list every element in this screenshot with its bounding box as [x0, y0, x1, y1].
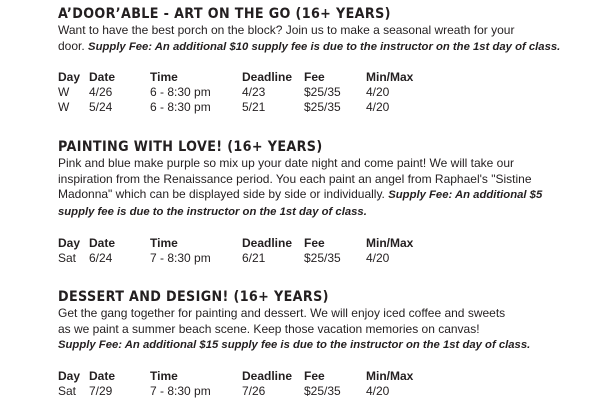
cell-deadline: 4/23	[242, 85, 266, 99]
cell-fee: $25/35	[304, 100, 341, 114]
supply-fee-note: Supply Fee: An additional $15 supply fee is due to the instructor on the 1st day of class.	[58, 339, 531, 351]
col-fee-header: Fee	[304, 236, 325, 250]
course-description-text: Madonna" which can be displayed side by side or individually.	[58, 187, 389, 201]
cell-day: Sat	[58, 251, 77, 265]
cell-fee: $25/35	[304, 383, 341, 398]
cell-time: 6 - 8:30 pm	[150, 100, 211, 114]
course-description-line	[58, 39, 598, 56]
course-description-line: as we paint a summer beach scene. Keep those vacation memories on canvas!	[58, 321, 480, 336]
schedule-row	[58, 85, 426, 100]
cell-minmax: 4/20	[366, 85, 390, 99]
col-minmax-header: Min/Max	[366, 236, 414, 250]
course-description-line	[58, 187, 598, 204]
cell-date: 7/29	[89, 383, 113, 398]
col-date-header: Date	[89, 70, 116, 84]
cell-day: W	[58, 100, 70, 114]
schedule-table	[58, 369, 426, 399]
cell-minmax: 4/20	[366, 251, 390, 265]
cell-day: Sat	[58, 383, 77, 398]
schedule-row	[58, 251, 426, 266]
col-time-header: Time	[150, 70, 178, 84]
supply-fee-note: Supply Fee: An additional $5	[388, 189, 543, 201]
course-title: DESSERT AND DESIGN! (16+ YEARS)	[58, 289, 329, 305]
cell-date: 4/26	[89, 85, 113, 99]
cell-deadline: 6/21	[242, 251, 266, 265]
course-title: PAINTING WITH LOVE! (16+ YEARS)	[58, 139, 323, 155]
schedule-row	[58, 100, 426, 115]
course-adoorable	[58, 6, 598, 115]
course-description-line: Pink and blue make purple so mix up your date night and come paint! We will take our	[58, 156, 515, 170]
col-deadline-header: Deadline	[242, 368, 293, 383]
course-description-line: inspiration from the Renaissance period. You each paint an angel from Raphael's "Sistine	[58, 171, 532, 186]
col-deadline-header: Deadline	[242, 70, 293, 84]
col-day-header: Day	[58, 236, 81, 250]
course-description-line	[58, 204, 598, 221]
course-description-line: Want to have the best porch on the block? Join us to make a seasonal wreath for your	[58, 23, 515, 37]
supply-fee-note: supply fee is due to the instructor on the 1st day of class.	[58, 205, 367, 218]
course-dessert-and-design	[58, 289, 598, 399]
cell-minmax: 4/20	[366, 383, 390, 398]
cell-time: 7 - 8:30 pm	[150, 251, 211, 265]
cell-time: 6 - 8:30 pm	[150, 85, 211, 99]
cell-date: 6/24	[89, 251, 113, 265]
course-description-line: Get the gang together for painting and dessert. We will enjoy iced coffee and sweets	[58, 306, 506, 320]
cell-day: W	[58, 85, 70, 99]
col-fee-header: Fee	[304, 70, 325, 84]
schedule-table	[58, 236, 426, 266]
schedule-header-row	[58, 369, 426, 384]
col-fee-header: Fee	[304, 368, 325, 383]
cell-date: 5/24	[89, 100, 113, 114]
schedule-header-row	[58, 70, 426, 85]
col-date-header: Date	[89, 236, 116, 250]
cell-minmax: 4/20	[366, 100, 390, 114]
cell-deadline: 7/26	[242, 383, 266, 398]
col-minmax-header: Min/Max	[366, 70, 414, 84]
course-painting-with-love	[58, 139, 598, 266]
course-description-text: door.	[58, 38, 89, 53]
schedule-header-row	[58, 236, 426, 251]
col-time-header: Time	[150, 236, 178, 250]
col-date-header: Date	[89, 368, 116, 383]
schedule-table	[58, 70, 426, 115]
supply-fee-note: Supply Fee: An additional $10 supply fee is due to the instructor on the 1st day of class.	[88, 40, 561, 53]
cell-deadline: 5/21	[242, 100, 266, 114]
course-description-line	[58, 337, 598, 354]
col-day-header: Day	[58, 368, 81, 383]
col-deadline-header: Deadline	[242, 236, 293, 250]
col-minmax-header: Min/Max	[366, 368, 414, 383]
schedule-row	[58, 384, 426, 399]
cell-fee: $25/35	[304, 251, 341, 265]
col-time-header: Time	[150, 368, 178, 383]
course-title: A’DOOR’ABLE - ART ON THE GO (16+ YEARS)	[58, 6, 391, 22]
col-day-header: Day	[58, 70, 81, 84]
cell-fee: $25/35	[304, 85, 341, 99]
cell-time: 7 - 8:30 pm	[150, 383, 211, 398]
